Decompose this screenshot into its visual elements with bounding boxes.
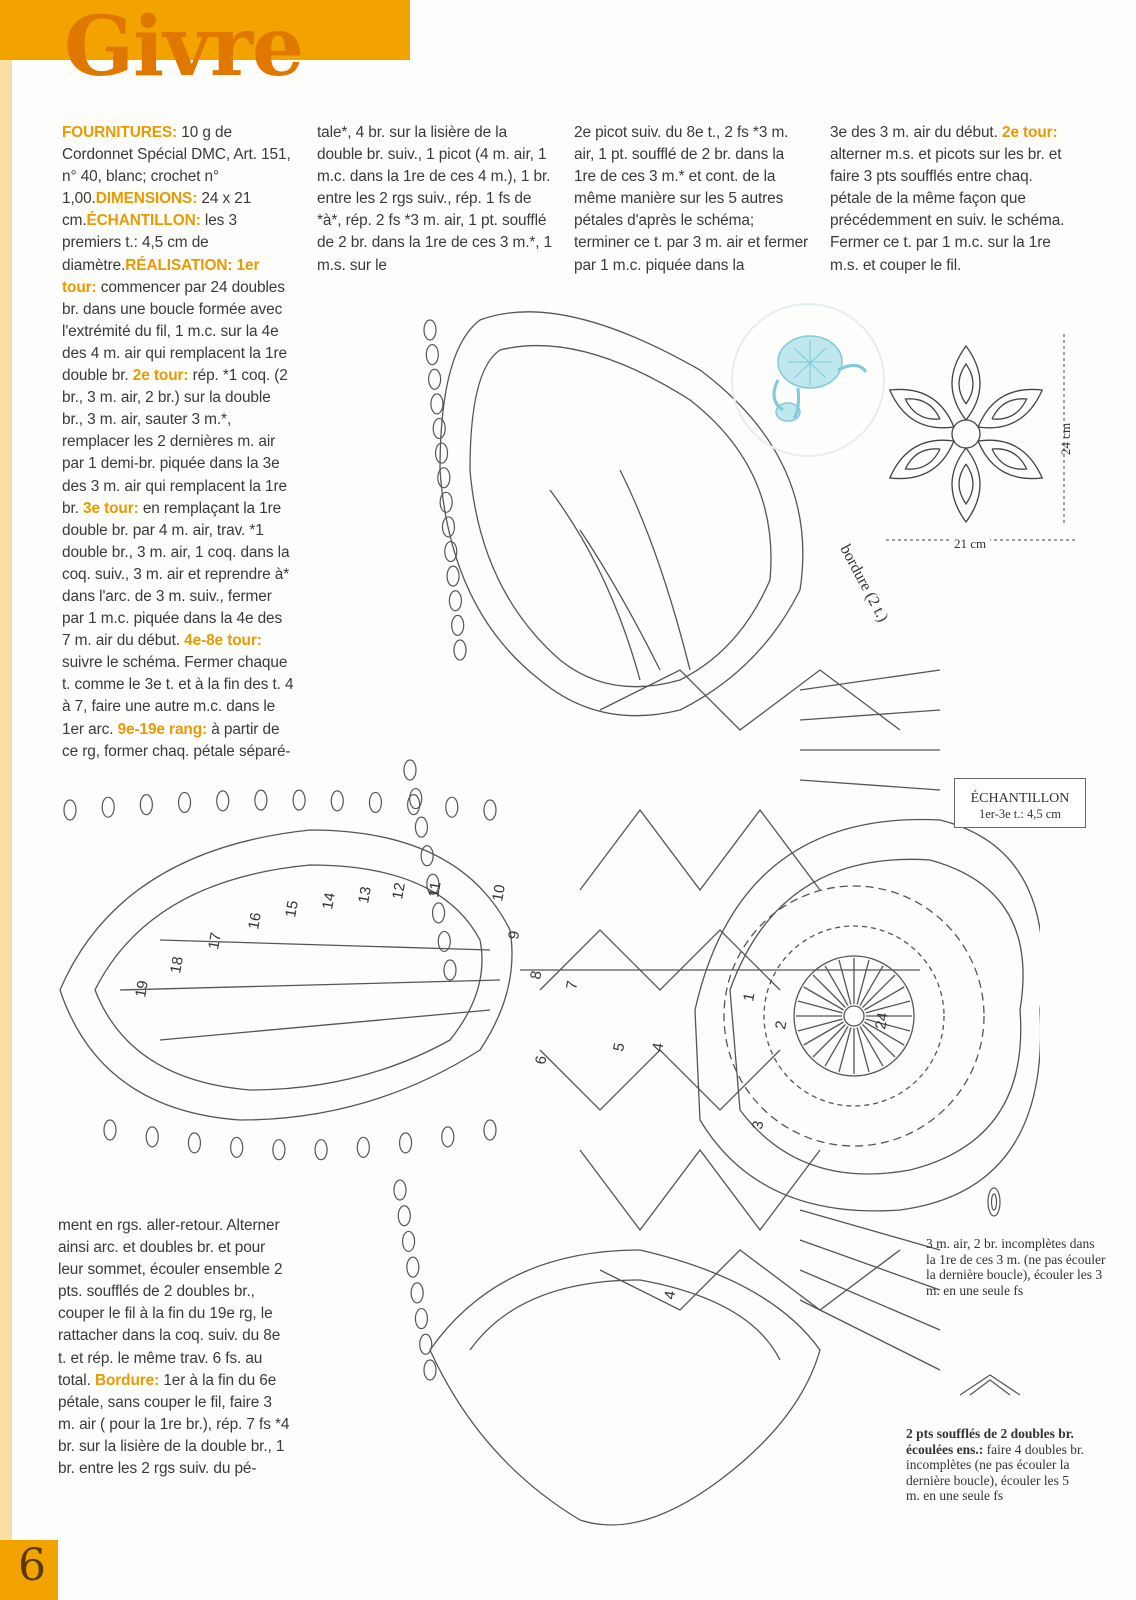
picot-bead	[433, 418, 445, 438]
picot-bead	[188, 1133, 200, 1153]
size-diagram	[886, 334, 1076, 554]
center-motif	[695, 820, 1040, 1211]
legend-caption-1: 3 m. air, 2 br. incomplètes dans la 1re de ces 3 m. (ne pas écouler la dernière boucle), écouler les 3 m. en une seule fs	[926, 1236, 1106, 1298]
picot-bead	[420, 1334, 432, 1354]
picot-bead	[369, 792, 381, 812]
row-number: 9	[505, 929, 524, 941]
body-text: 1er à la fin du 6e pétale, sans couper le fil, faire 3 m. air ( pour la 1re br.), rép. 7 fs *4 br. sur la lisière de la double br., 1 br. entre les 2 rgs suiv. du pé-	[58, 1371, 290, 1478]
picot-bead	[394, 1180, 406, 1200]
picot-bead	[484, 1120, 496, 1140]
chain-symbol	[988, 1188, 1000, 1216]
picot-bead	[293, 790, 305, 810]
body-text: en remplaçant la 1re double br. par 4 m. air, trav. *1 double br., 3 m. air, 1 coq. dans la coq. suiv., 3 m. air et reprendre à* dans l'arc. de 3 m. suiv., fermer par 1 m.c. piquée dans la 4e des 7 m. air du début.	[62, 499, 290, 650]
body-text: alterner m.s. et picots sur les br. et faire 3 pts soufflés entre chaq. pétale de la même façon que précédemment en suiv. le schéma. Fermer ce t. par 1 m.c. sur la 1re m.s. et couper le fil.	[830, 146, 1065, 274]
legend-caption-2	[906, 1426, 1086, 1504]
picot-bead	[104, 1120, 116, 1140]
picot-beads	[64, 320, 496, 1380]
picot-bead	[357, 1137, 369, 1157]
row-number: 7	[563, 979, 582, 991]
page-number: 6	[18, 1540, 46, 1591]
star-petal	[971, 378, 1049, 439]
keyword: 2e tour:	[1001, 124, 1058, 141]
text-column-4	[830, 122, 1066, 277]
row-number: 2	[772, 1019, 791, 1031]
picot-bead	[404, 760, 416, 780]
body-text: suivre le schéma. Fermer chaque t. comme le 3e t. et à la fin des t. 4 à 7, faire une autre m.c. dans le 1er arc.	[62, 654, 294, 738]
picot-bead	[64, 800, 76, 820]
picot-bead	[424, 1360, 436, 1380]
row-number: 12	[389, 881, 409, 901]
legend-caption-2-text: faire 4 doubles br. incomplètes (ne pas écouler la dernière boucle), écouler les 5 m. en une seule fs	[906, 1441, 1085, 1503]
picot-bead	[438, 468, 450, 488]
star-petal	[886, 378, 961, 439]
picot-bead	[429, 369, 441, 389]
body-text: 24 x 21 cm.	[62, 190, 252, 230]
echantillon-box	[954, 778, 1086, 828]
picot-bead	[431, 394, 443, 414]
picot-bead	[421, 846, 433, 866]
dim-width-label: 21 cm	[950, 536, 990, 552]
body-text: 3e des 3 m. air du début.	[830, 124, 1002, 141]
picot-bead	[446, 797, 458, 817]
row-number: 14	[319, 891, 339, 911]
picot-bead	[315, 1140, 327, 1160]
row-number: 16	[245, 911, 265, 931]
row-number: 11	[425, 880, 445, 899]
echantillon-subtitle: 1er-3e t.: 4,5 cm	[978, 807, 1061, 821]
col2-text: tale*, 4 br. sur la lisière de la double br. suiv., 1 picot (4 m. air, 1 m.c. dans la 1re de ces 4 m.), 1 br. entre les 2 rgs suiv., rép. 1 fs de *à*, rép. 2 fs *3 m. air, 1 pt. soufflé de 2 br. dans la 1re de ces 3 m.*, 1 m.s. sur le	[317, 124, 553, 274]
row-number: 4	[661, 1289, 680, 1301]
picot-bead	[140, 795, 152, 815]
row-number: 24	[872, 1011, 892, 1031]
row-number: 8	[527, 969, 546, 981]
legend-caption-2-title: 2 pts soufflés de 2 doubles br. écoulées ens.:	[906, 1426, 1074, 1457]
keyword: 9e-19e rang:	[117, 720, 208, 738]
picot-bead	[433, 903, 445, 923]
bordure-label: bordure (2 t.)	[836, 541, 892, 625]
picot-bead	[484, 800, 496, 820]
keyword: 2e tour:	[132, 367, 189, 385]
picot-bead	[454, 640, 466, 660]
picot-bead	[447, 566, 459, 586]
picot-bead	[255, 790, 267, 810]
center-spokes	[796, 958, 912, 1074]
picot-bead	[415, 1309, 427, 1329]
keyword: FOURNITURES:	[62, 124, 178, 141]
picot-bead	[400, 1133, 412, 1153]
keyword: DIMENSIONS:	[95, 190, 198, 208]
left-margin-stripe	[0, 0, 12, 1600]
picot-bead	[444, 960, 456, 980]
keyword: ÉCHANTILLON:	[86, 212, 201, 230]
col3-text: 2e picot suiv. du 8e t., 2 fs *3 m. air, 1 pt. soufflé de 2 br. dans la 1re de ces 3 m.* et cont. de la même manière sur les 5 autres pétales d'après le schéma; terminer ce t. par 3 m. air et fermer par 1 m.c. piquée dans la	[574, 124, 809, 274]
picot-bead	[231, 1137, 243, 1157]
picot-bead	[440, 492, 452, 512]
body-text: les 3 premiers t.: 4,5 cm de diamètre.	[62, 212, 237, 274]
row-number: 17	[205, 931, 225, 951]
text-column-2	[317, 122, 553, 277]
picot-bead	[102, 797, 114, 817]
row-number: 18	[167, 955, 187, 975]
picot-bead	[415, 817, 427, 837]
row-number: 15	[282, 899, 302, 919]
row-number: 1	[740, 991, 759, 1003]
row-number: 3	[749, 1119, 768, 1131]
picot-bead	[436, 443, 448, 463]
picot-bead	[452, 615, 464, 635]
picot-bead	[411, 1283, 423, 1303]
row-number: 10	[489, 883, 509, 903]
star-petal	[952, 448, 980, 522]
row-number: 19	[132, 979, 152, 999]
body-text: 10 g de Cordonnet Spécial DMC, Art. 151, n° 40, blanc; crochet n° 1,00.	[62, 124, 291, 208]
keyword: 4e-8e tour:	[184, 632, 262, 650]
body-text: rép. *1 coq. (2 br., 3 m. air, 2 br.) sur la double br., 3 m. air, sauter 3 m.*, remplacer les 2 dernières m. air par 1 demi-br. piquée dans la 3e des 3 m. air qui remplacent la 1re br.	[62, 367, 288, 517]
page-title: Givre	[64, 0, 304, 95]
picot-bead	[449, 591, 461, 611]
picot-bead	[398, 1206, 410, 1226]
picot-bead	[424, 320, 436, 340]
star-petal	[971, 429, 1049, 490]
keyword: Bordure:	[94, 1371, 160, 1389]
picot-bead	[442, 1127, 454, 1147]
picot-bead	[403, 1231, 415, 1251]
picot-bead	[179, 792, 191, 812]
echantillon-title: ÉCHANTILLON	[970, 791, 1070, 806]
text-column-3	[574, 122, 810, 277]
row-number: 4	[649, 1041, 668, 1053]
petal-bottom	[430, 1250, 820, 1525]
picot-bead	[217, 791, 229, 811]
body-text: commencer par 24 doubles br. dans une boucle formée avec l'extrémité du fil, 1 m.c. sur la 4e des 4 m. air qui remplacent la 1re double br.	[62, 278, 288, 385]
body-text: ment en rgs. aller-retour. Alterner ainsi arc. et doubles br. et pour leur sommet, écouler ensemble 2 pts. soufflés de 2 doubles br., couper le fil à la fin du 19e rg, le rattacher dans la coq. suiv. du 8e t. et rép. le même trav. 6 fs. au total.	[58, 1217, 283, 1389]
picot-bead	[331, 791, 343, 811]
picot-bead	[426, 345, 438, 365]
keyword: RÉALISATION: 1er tour:	[62, 256, 260, 296]
row-number: 6	[532, 1054, 551, 1066]
picot-bead	[273, 1140, 285, 1160]
body-text: à partir de ce rg, former chaq. pétale séparé-	[62, 720, 291, 760]
row-number: 13	[355, 885, 375, 905]
star-petal	[886, 429, 961, 490]
dim-height-label: 24 cm	[1058, 422, 1073, 456]
row-number: 5	[610, 1041, 629, 1053]
keyword: 3e tour:	[83, 499, 139, 517]
picot-bead	[407, 1257, 419, 1277]
picot-bead	[410, 789, 422, 809]
star-petal	[952, 346, 980, 420]
turtle-stamp	[728, 300, 888, 460]
page-number-block	[0, 1540, 58, 1600]
puff-symbol	[960, 1375, 1020, 1395]
picot-bead	[146, 1127, 158, 1147]
col4-text	[830, 122, 1066, 277]
